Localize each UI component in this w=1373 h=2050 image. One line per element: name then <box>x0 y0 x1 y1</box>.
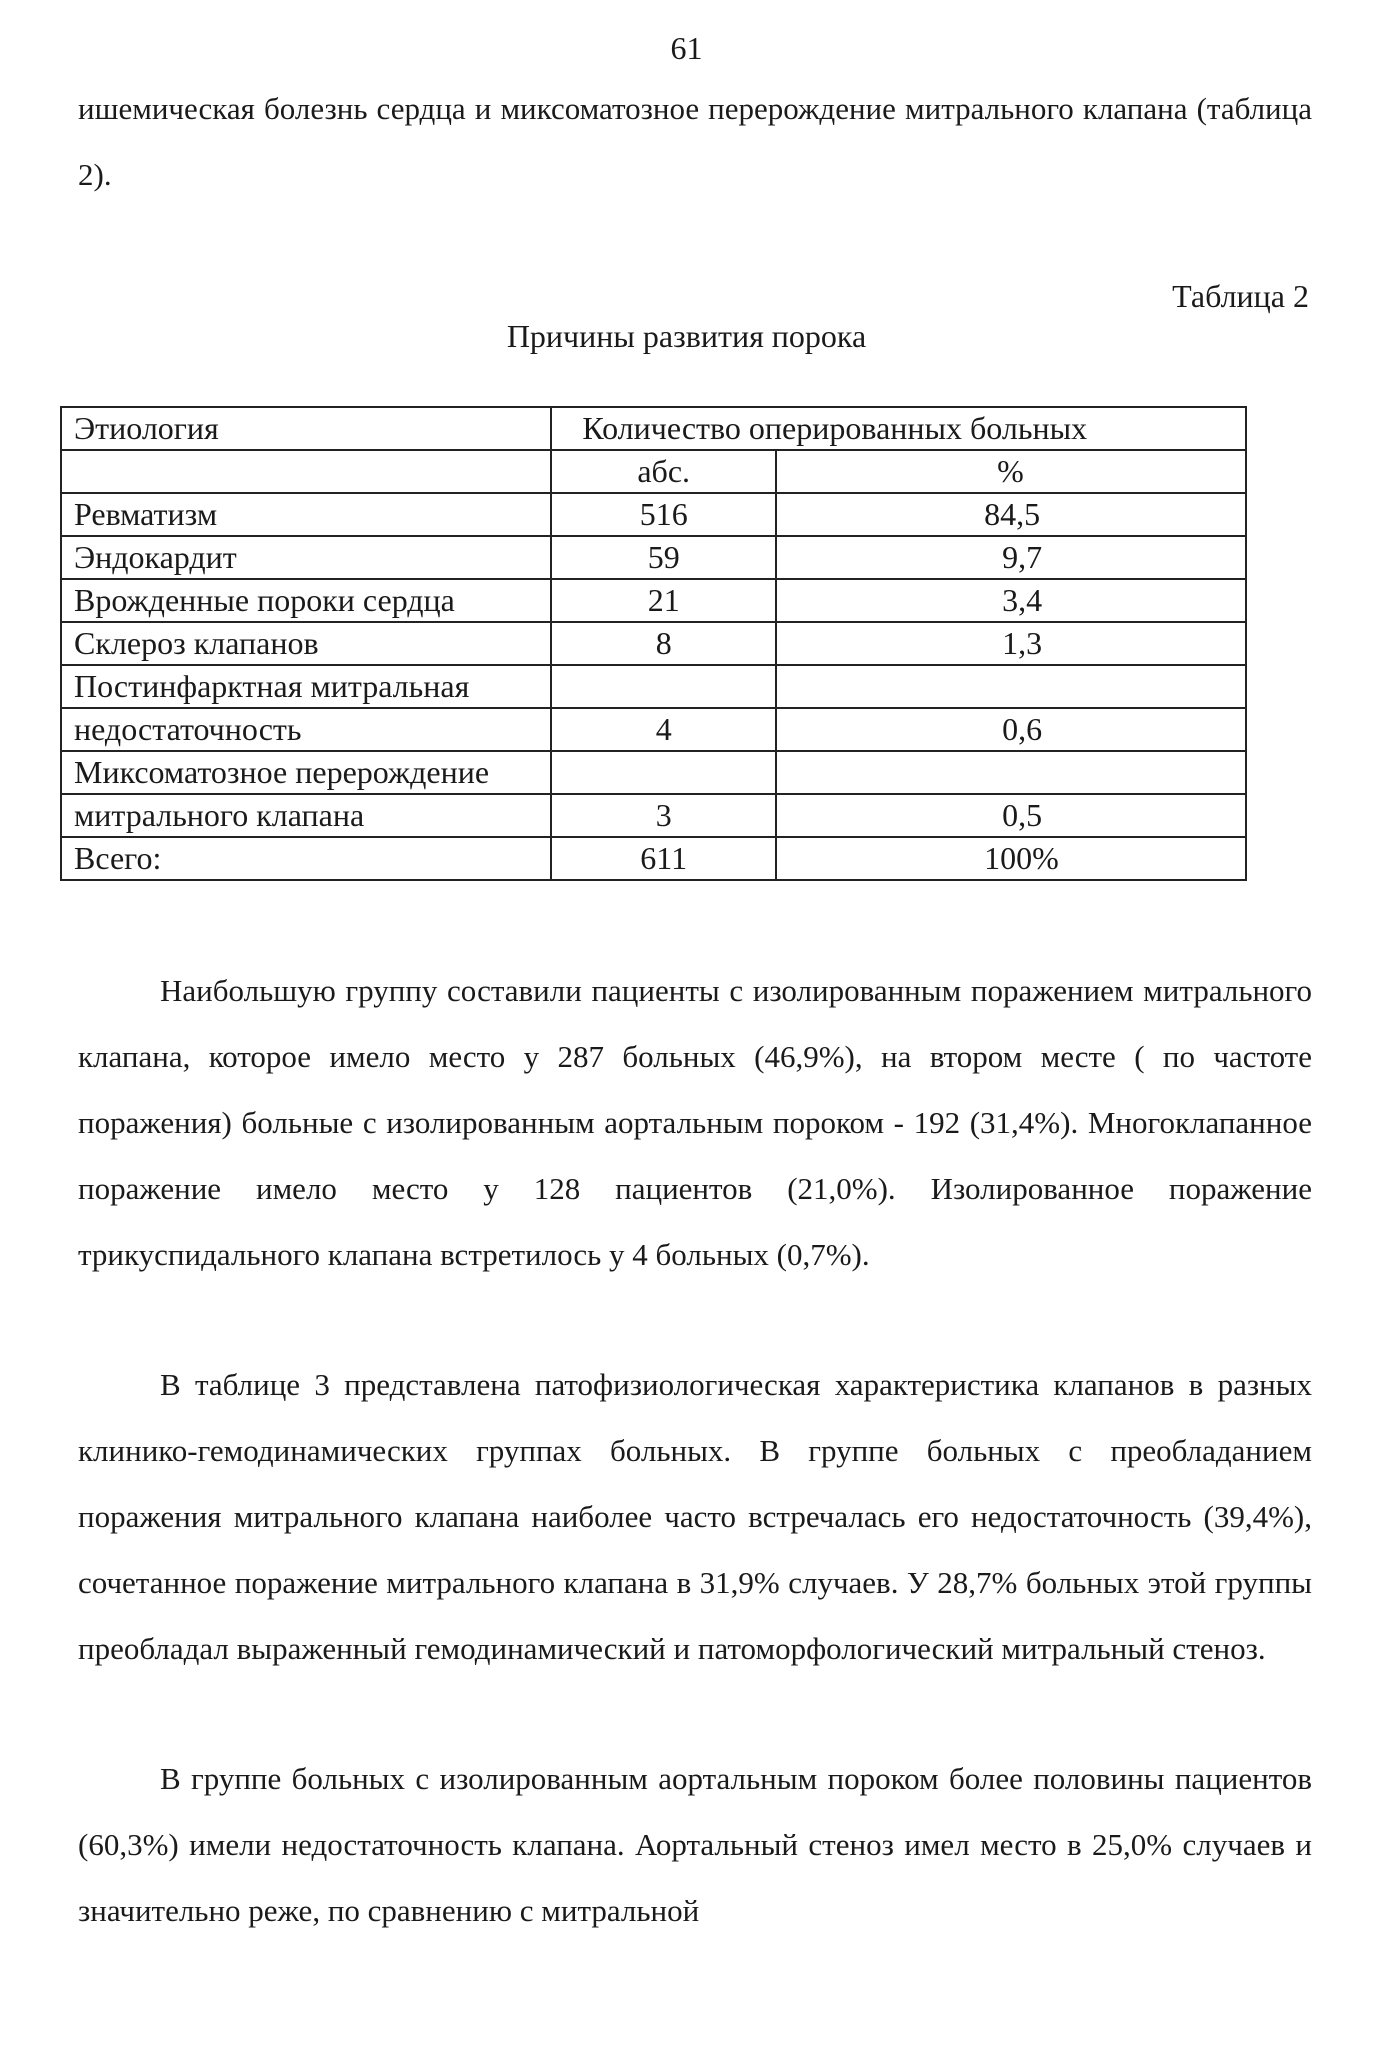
page-number: 61 <box>670 30 703 66</box>
header-etiology: Этиология <box>61 407 551 450</box>
table-subheader-row <box>61 450 1246 493</box>
table-row <box>61 536 1246 579</box>
header-percent: % <box>776 450 1246 493</box>
row-name: Врожденные пороки сердца <box>61 579 551 622</box>
header-empty-cell <box>61 450 551 493</box>
etiology-table <box>60 406 1247 881</box>
row-name: митрального клапана <box>61 794 551 837</box>
total-label: Всего: <box>61 837 551 880</box>
row-abs: 4 <box>551 708 776 751</box>
row-name: Постинфарктная митральная <box>61 665 551 708</box>
table-label: Таблица 2 <box>1172 278 1309 314</box>
total-abs: 611 <box>551 837 776 880</box>
row-percent: 84,5 <box>776 493 1246 536</box>
table-row-line1 <box>61 665 1246 708</box>
row-name: Ревматизм <box>61 493 551 536</box>
row-abs: 59 <box>551 536 776 579</box>
body-paragraph: В группе больных с изолированным аортальным пороком более половины пациентов (60,3%) имели недостаточность клапана. Аортальный стеноз имел место в 25,0% случаев и значительно реже, по сравнению с митральной <box>78 1761 1312 1928</box>
row-percent: 0,5 <box>776 794 1246 837</box>
row-abs: 21 <box>551 579 776 622</box>
total-percent: 100% <box>776 837 1246 880</box>
row-name: Миксоматозное перерождение <box>61 751 551 794</box>
row-name: недостаточность <box>61 708 551 751</box>
empty-cell <box>551 751 776 794</box>
empty-cell <box>776 751 1246 794</box>
row-name: Склероз клапанов <box>61 622 551 665</box>
table-total-row <box>61 837 1246 880</box>
body-paragraph: Наибольшую группу составили пациенты с изолированным поражением митрального клапана, которое имело место у 287 больных (46,9%), на втором месте ( по частоте поражения) больные с изолированным аортальным пороком - 192 (31,4%). Многоклапанное поражение имело место у 128 пациентов (21,0%). Изолированное поражение трикуспидального клапана встретилось у 4 больных (0,7%). <box>78 973 1312 1272</box>
table-row-line2 <box>61 794 1246 837</box>
table-row <box>61 579 1246 622</box>
row-abs: 3 <box>551 794 776 837</box>
row-name: Эндокардит <box>61 536 551 579</box>
empty-cell <box>776 665 1246 708</box>
table-row-line1 <box>61 751 1246 794</box>
header-count: Количество оперированных больных <box>551 407 1246 450</box>
row-percent: 3,4 <box>776 579 1246 622</box>
table-row <box>61 622 1246 665</box>
empty-cell <box>551 665 776 708</box>
body-paragraph: В таблице 3 представлена патофизиологическая характеристика клапанов в разных клинико-гемодинамических группах больных. В группе больных с преобладанием поражения митрального клапана наиболее часто встречалась его недостаточность (39,4%), сочетанное поражение митрального клапана в 31,9% случаев. У 28,7% больных этой группы преобладал выраженный гемодинамический и патоморфологический митральный стеноз. <box>78 1367 1312 1666</box>
table-row <box>61 493 1246 536</box>
row-percent: 0,6 <box>776 708 1246 751</box>
row-percent: 1,3 <box>776 622 1246 665</box>
row-abs: 516 <box>551 493 776 536</box>
intro-paragraph: ишемическая болезнь сердца и миксоматозное перерождение митрального клапана (таблица 2). <box>78 91 1312 192</box>
header-abs: абс. <box>551 450 776 493</box>
row-percent: 9,7 <box>776 536 1246 579</box>
table-header-row <box>61 407 1246 450</box>
table-title: Причины развития порока <box>506 318 867 354</box>
row-abs: 8 <box>551 622 776 665</box>
table-row-line2 <box>61 708 1246 751</box>
